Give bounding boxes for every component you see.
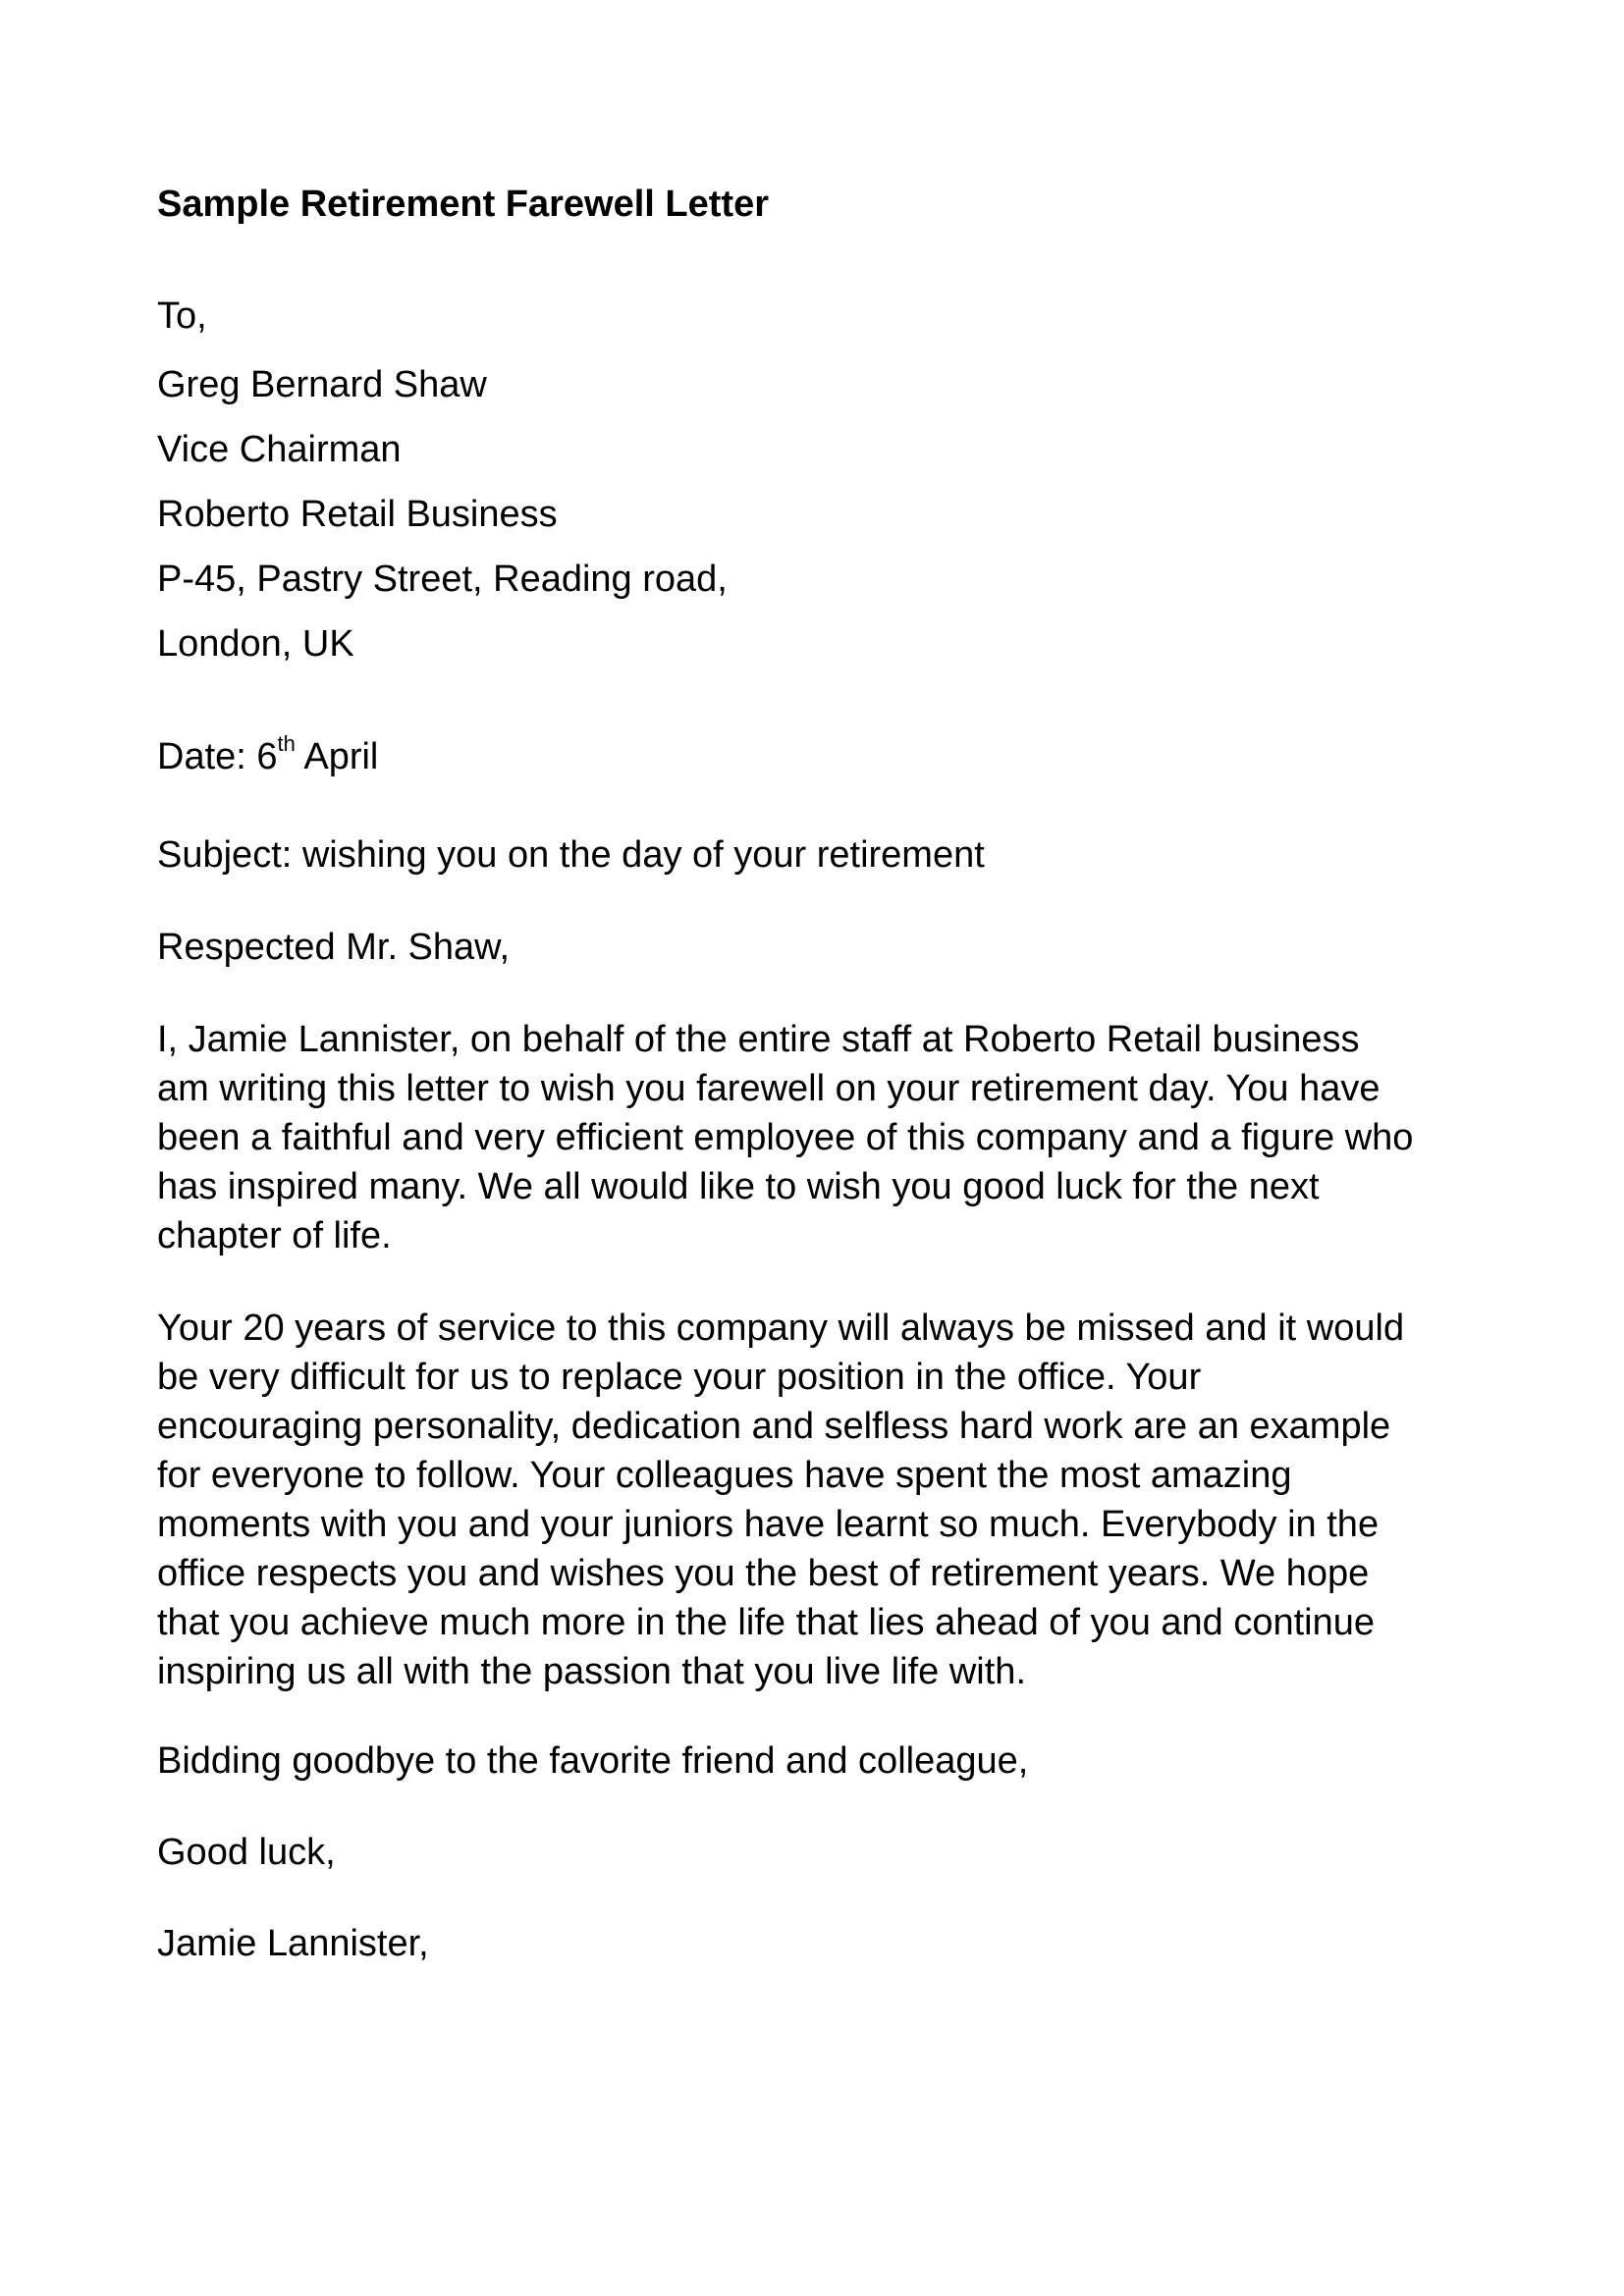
paragraph-line: been a faithful and very efficient employee of this company and a figure who: [157, 1117, 1414, 1158]
document-title: Sample Retirement Farewell Letter: [157, 184, 769, 225]
closing-line: Bidding goodbye to the favorite friend and colleague,: [157, 1740, 1029, 1782]
letter-content: [157, 183, 1473, 1965]
paragraph-line: has inspired many. We all would like to wish you good luck for the next: [157, 1166, 1320, 1207]
date-label: Date: 6: [157, 736, 278, 777]
body-paragraph-2: [157, 1304, 1473, 1696]
date-month: April: [295, 736, 379, 777]
paragraph-line: be very difficult for us to replace your position in the office. Your: [157, 1357, 1202, 1398]
paragraph-line: inspiring us all with the passion that you live life with.: [157, 1651, 1027, 1692]
paragraph-line: office respects you and wishes you the best of retirement years. We hope: [157, 1553, 1370, 1594]
recipient-address-line1: P-45, Pastry Street, Reading road,: [157, 559, 728, 600]
paragraph-line: for everyone to follow. Your colleagues have spent the most amazing: [157, 1455, 1292, 1496]
paragraph-line: am writing this letter to wish you farewell on your retirement day. You have: [157, 1068, 1380, 1109]
paragraph-line: moments with you and your juniors have learnt so much. Everybody in the: [157, 1504, 1380, 1545]
letter-subject: Subject: wishing you on the day of your retirement: [157, 834, 985, 876]
signature-name: Jamie Lannister,: [157, 1923, 429, 1964]
recipient-position: Vice Chairman: [157, 429, 402, 470]
recipient-name: Greg Bernard Shaw: [157, 364, 487, 405]
letter-date: [157, 731, 1473, 778]
paragraph-line: that you achieve much more in the life that lies ahead of you and continue: [157, 1602, 1376, 1643]
paragraph-line: chapter of life.: [157, 1215, 392, 1256]
sign-off: Good luck,: [157, 1832, 336, 1873]
paragraph-line: I, Jamie Lannister, on behalf of the entire staff at Roberto Retail business: [157, 1019, 1360, 1060]
body-paragraph-1: [157, 1015, 1473, 1260]
paragraph-line: Your 20 years of service to this company will always be missed and it would: [157, 1308, 1405, 1349]
to-label: To,: [157, 295, 207, 337]
date-day-suffix: th: [277, 731, 296, 757]
letter-greeting: Respected Mr. Shaw,: [157, 927, 511, 968]
paragraph-line: encouraging personality, dedication and selfless hard work are an example: [157, 1406, 1391, 1447]
recipient-address-line2: London, UK: [157, 623, 354, 665]
recipient-company: Roberto Retail Business: [157, 494, 558, 535]
